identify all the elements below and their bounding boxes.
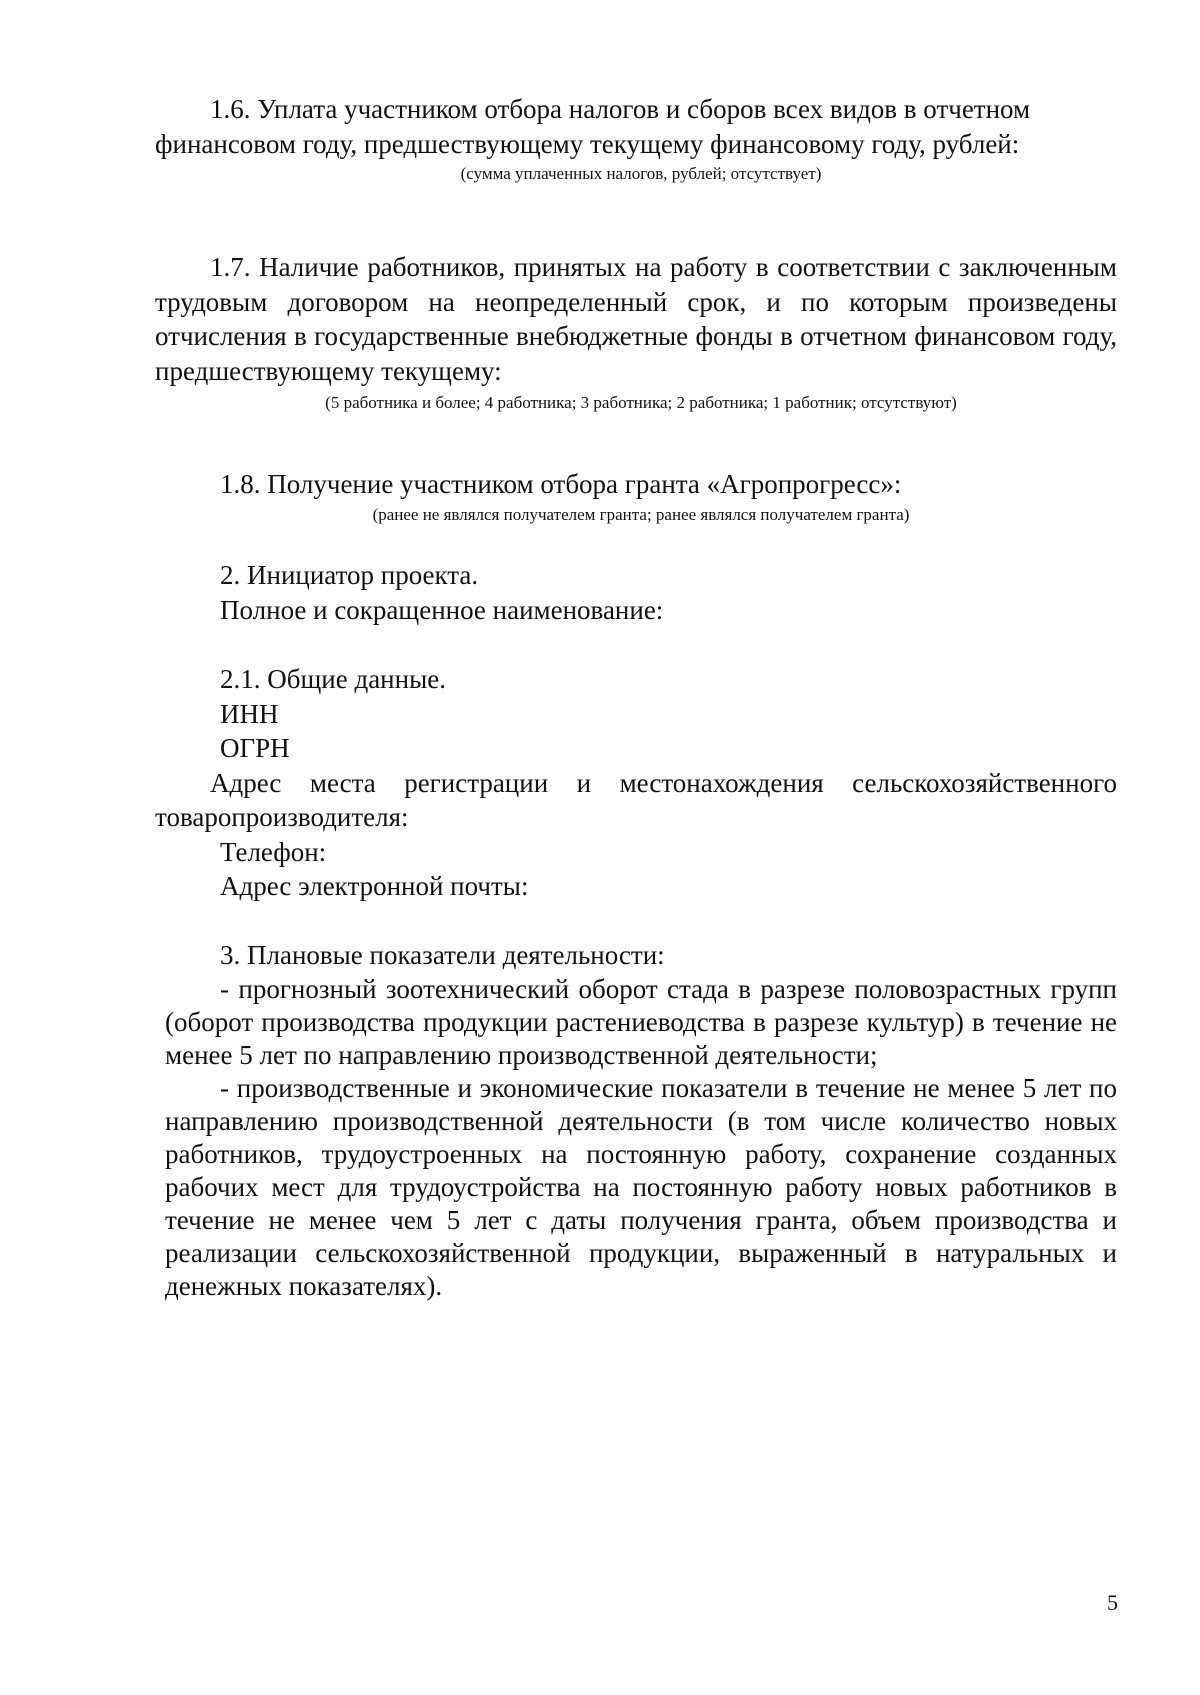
ogrn-label: ОГРН: [220, 733, 290, 763]
section-3-title: 3. Плановые показатели деятельности:: [220, 940, 665, 970]
section-1-8-note: (ранее не являлся получателем гранта; ранее являлся получателем гранта): [372, 504, 910, 524]
section-1-6-note: (сумма уплаченных налогов, рублей; отсутствует): [460, 164, 822, 183]
inn-label: ИНН: [220, 698, 279, 729]
section-2-subtitle: Полное и сокращенное наименование:: [220, 594, 664, 625]
section-1-8-text: 1.8. Получение участником отбора гранта «Агропрогресс»:: [220, 469, 902, 499]
section-2-1-title: 2.1. Общие данные.: [220, 664, 446, 694]
section-3-item-2: - производственные и экономические показатели в течение не менее 5 лет по направлению производственной деятельности (в том числе количество новых работников, трудоустроенных на постоянную работу, сохранение созданных рабочих мест для трудоустройства на постоянную работу новых работников в течение не менее чем 5 лет с даты получения гранта, объем производства и реализации сельскохозяйственной продукции, выраженный в натуральных и денежных показателях).: [165, 1072, 1117, 1301]
address-label: Адрес места регистрации и местонахождения сельскохозяйственного товаропроизводителя:: [155, 767, 1117, 832]
section-2-1: [155, 662, 1117, 904]
section-2: [165, 558, 1117, 627]
section-1-6-text: 1.6. Уплата участником отбора налогов и сборов всех видов в отчетном финансовом году, предшествующему текущему финансовому году, рублей:: [155, 94, 1031, 159]
section-1-6: [155, 92, 1117, 185]
section-1-8: [165, 467, 1117, 526]
section-2-title: 2. Инициатор проекта.: [220, 560, 479, 590]
section-1-7-text: 1.7. Наличие работников, принятых на работу в соответствии с заключенным трудовым договором на неопределенный срок, и по которым произведены отчисления в государственные внебюджетные фонды в отчетном финансовом году, предшествующему текущему:: [155, 252, 1117, 386]
section-3: [165, 938, 1117, 1303]
page-number: 5: [1107, 1590, 1118, 1615]
section-1-7: [155, 250, 1117, 414]
section-3-item-1: - прогнозный зоотехнический оборот стада в разрезе половозрастных групп (оборот производства продукции растениеводства в разрезе культур) в течение не менее 5 лет по направлению производственной деятельности;: [165, 973, 1117, 1070]
phone-label: Телефон:: [220, 836, 327, 867]
section-1-7-note: (5 работника и более; 4 работника; 3 работника; 2 работника; 1 работник; отсутствуют): [325, 393, 957, 412]
email-label: Адрес электронной почты:: [220, 871, 529, 901]
